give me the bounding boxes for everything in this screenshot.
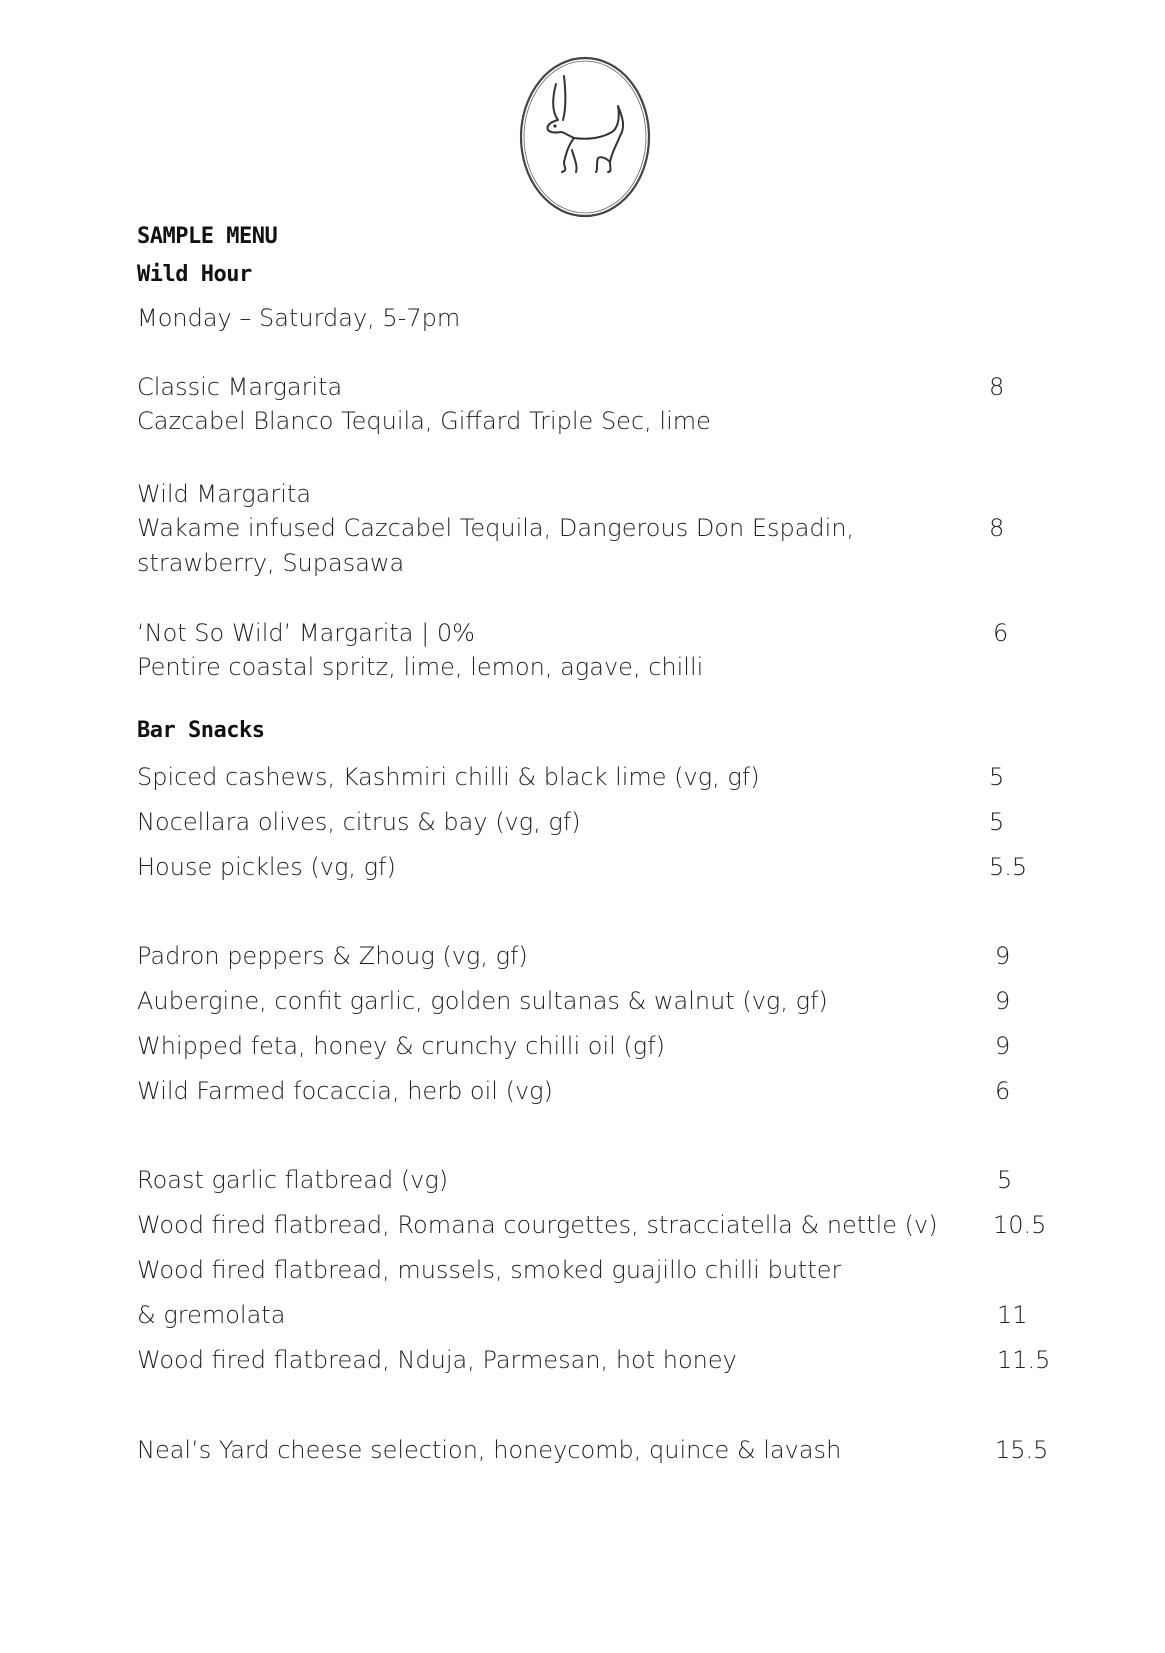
item-description: strawberry, Supasawa <box>137 549 405 577</box>
snack-item: Neal’s Yard cheese selection, honeycomb, quince & lavash <box>137 1436 842 1464</box>
snack-price: 15.5 <box>995 1436 1049 1464</box>
snack-item-continued: & gremolata <box>137 1301 286 1329</box>
hare-seal-icon <box>516 54 654 220</box>
schedule-text: Monday – Saturday, 5-7pm <box>137 304 461 332</box>
section-heading-bar-snacks: Bar Snacks <box>137 718 265 743</box>
snack-price: 6 <box>995 1077 1011 1105</box>
sample-menu-label: SAMPLE MENU <box>137 224 278 249</box>
snack-item: Spiced cashews, Kashmiri chilli & black lime (vg, gf) <box>137 763 760 791</box>
snack-price: 11.5 <box>997 1346 1051 1374</box>
item-name: Wild Margarita <box>137 480 312 508</box>
item-name: ‘Not So Wild’ Margarita | 0% <box>137 619 475 647</box>
item-description: Cazcabel Blanco Tequila, Giffard Triple Sec, lime <box>137 407 711 435</box>
snack-price: 5 <box>989 763 1005 791</box>
snack-item: Wood fired flatbread, Romana courgettes, stracciatella & nettle (v) <box>137 1211 938 1239</box>
snack-price: 5 <box>989 808 1005 836</box>
snack-item: Nocellara olives, citrus & bay (vg, gf) <box>137 808 581 836</box>
item-description: Wakame infused Cazcabel Tequila, Dangerous Don Espadin, <box>137 514 855 542</box>
snack-price: 10.5 <box>993 1211 1047 1239</box>
item-description: Pentire coastal spritz, lime, lemon, agave, chilli <box>137 653 704 681</box>
item-price: 6 <box>993 619 1009 647</box>
snack-price: 9 <box>995 1032 1011 1060</box>
snack-item: House pickles (vg, gf) <box>137 853 396 881</box>
snack-item: Wood fired flatbread, mussels, smoked guajillo chilli butter <box>137 1256 842 1284</box>
snack-item: Wild Farmed focaccia, herb oil (vg) <box>137 1077 553 1105</box>
snack-price: 9 <box>995 942 1011 970</box>
snack-price: 5.5 <box>989 853 1028 881</box>
item-price: 8 <box>989 373 1005 401</box>
item-price: 8 <box>989 514 1005 542</box>
snack-price: 9 <box>995 987 1011 1015</box>
snack-item: Aubergine, confit garlic, golden sultanas & walnut (vg, gf) <box>137 987 828 1015</box>
snack-item: Whipped feta, honey & crunchy chilli oil (gf) <box>137 1032 665 1060</box>
snack-item: Roast garlic flatbread (vg) <box>137 1166 449 1194</box>
snack-item: Padron peppers & Zhoug (vg, gf) <box>137 942 528 970</box>
snack-item: Wood fired flatbread, Nduja, Parmesan, hot honey <box>137 1346 737 1374</box>
snack-price: 11 <box>997 1301 1028 1329</box>
menu-title: Wild Hour <box>137 262 252 287</box>
item-name: Classic Margarita <box>137 373 343 401</box>
snack-price: 5 <box>997 1166 1013 1194</box>
